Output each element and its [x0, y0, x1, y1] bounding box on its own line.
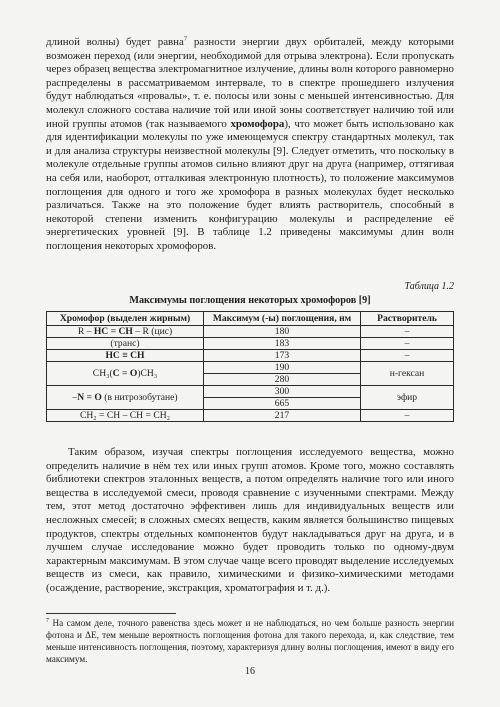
body-paragraph-2: Таким образом, изучая спектры поглощения исследуемого вещества, можно определить наличие в нём тех или иных групп атомов. Кроме того, можно составлять библиотеки спектров эталонных веществ, а потом определять наличие того или иного вещества в исследуемой смеси, проводя сравнение с изученными спектрами. Между тем, этот метод достаточно эффективен лишь для индивидуальных веществ или несложных смесей; в сложных смесях веществ, каким является большинство пищевых продуктов, спектры отдельных компонентов будут накладываться друг на друга, и в лучшем случае исследование можно будет проводить только по одному-двум характерным максимумам. В этом случае чаще всего проводят выделение исследуемых веществ из смеси, как правило, химическими и физико-химическими методами (осаждение, растворение, экстракция, хроматография и т. д.). — [46, 446, 454, 594]
max-cell: 180 — [204, 326, 361, 338]
chromophore-cell — [47, 410, 204, 422]
chromophore-cell — [47, 326, 204, 338]
table-row — [47, 410, 454, 422]
table-row — [47, 338, 454, 350]
paragraph-text: длиной волны) будет равна — [46, 36, 184, 48]
chromophore-group: N = O — [77, 392, 102, 403]
table-row — [47, 350, 454, 362]
formula-part: – R (цис) — [132, 326, 173, 337]
chromophore-table — [46, 311, 454, 422]
solvent-cell: – — [361, 350, 454, 362]
footnote — [46, 617, 454, 665]
formula-part: )CH₃ — [137, 368, 158, 379]
solvent-cell: – — [361, 326, 454, 338]
page-number: 16 — [245, 666, 255, 677]
footnote-text: На самом деле, точного равенства здесь может и не наблюдаться, но чем больше разность энергии фотона и ΔE, тем меньше вероятность поглощения фотона для такого перехода, и, как следствие, тем меньше интенсивность поглощения, поэтому, характеризуя длину волны поглощения, имеют в виду его максимум. — [46, 618, 454, 664]
formula-part: CH₂ = CH – CH = CH₂ — [79, 410, 170, 421]
header-chromophore: Хромофор (выделен жирным) — [47, 312, 204, 326]
solvent-cell: эфир — [361, 386, 454, 410]
bold-term: хромофора — [230, 117, 285, 130]
table-row — [47, 386, 454, 398]
formula-part: – — [72, 392, 78, 403]
solvent-cell: – — [361, 410, 454, 422]
formula-part: (в нитрозобутане) — [101, 392, 178, 403]
chromophore-cell — [47, 362, 204, 386]
paragraph-text: ), что может быть использовано как для идентификации молекулы по уже имеющемуся спектру стандартных молекул, так и для анализа структуры неизвестной молекулы [9]. Следует отметить, что поскольку в молекуле отдельные группы атомов сильно влияют друг на друга (например, оттягивая на себя или, наоборот, отталкивая электронную плотность), то положение максимумов поглощения для одного и того же хромофора в разных молекулах будет несколько различаться. Также на это положение будет влиять растворитель, способный в некоторой степени изменить конфигурацию молекулы и распределение её энергетических уровней [9]. В таблице 1.2 приведены максимумы длин волн поглощения некоторых хромофоров. — [46, 117, 454, 252]
max-cell: 190 — [204, 362, 361, 374]
table-row — [47, 326, 454, 338]
footnote-marker: 7 — [46, 617, 49, 624]
max-cell: 173 — [204, 350, 361, 362]
max-cell: 665 — [204, 398, 361, 410]
chromophore-group: HC = CH — [93, 326, 133, 337]
header-solvent: Растворитель — [361, 312, 454, 326]
max-cell: 300 — [204, 386, 361, 398]
chromophore-cell — [47, 350, 204, 362]
table-title: Максимумы поглощения некоторых хромофоров [9] — [129, 295, 371, 306]
max-cell: 183 — [204, 338, 361, 350]
formula-part: R – — [77, 326, 94, 337]
formula-part: (транс) — [110, 338, 140, 349]
chromophore-group: C = O — [112, 368, 138, 379]
solvent-cell: – — [361, 338, 454, 350]
max-cell: 217 — [204, 410, 361, 422]
chromophore-group: HC ≡ CH — [105, 350, 145, 361]
body-paragraph-1 — [46, 36, 454, 254]
formula-part: CH₃( — [92, 368, 113, 379]
chromophore-cell — [47, 386, 204, 410]
max-cell: 280 — [204, 374, 361, 386]
footnote-divider — [46, 613, 176, 614]
table-row — [47, 362, 454, 374]
solvent-cell: н-гексан — [361, 362, 454, 386]
paragraph-text: разности энергии двух орбиталей, между которыми возможен переход (или энергии, необходимой для отрыва электрона). Если пропускать через образец вещества электромагнитное излучение, длины волн которого равномерно распределены в рассматриваемом интервале, то в спектре прошедшего излучения будут наблюдаться «провалы», т. е. полосы или зоны с меньшей интенсивностью. Для молекул сложного состава наличие той или иной зоны соответствует наличию той или иной группы атомов (так называемого — [46, 36, 454, 130]
table-header-row — [47, 312, 454, 326]
table-number: Таблица 1.2 — [404, 281, 454, 292]
header-absorption-max: Максимум (-ы) поглощения, нм — [204, 312, 361, 326]
chromophore-cell — [47, 338, 204, 350]
footnote-reference[interactable]: 7 — [183, 35, 188, 43]
